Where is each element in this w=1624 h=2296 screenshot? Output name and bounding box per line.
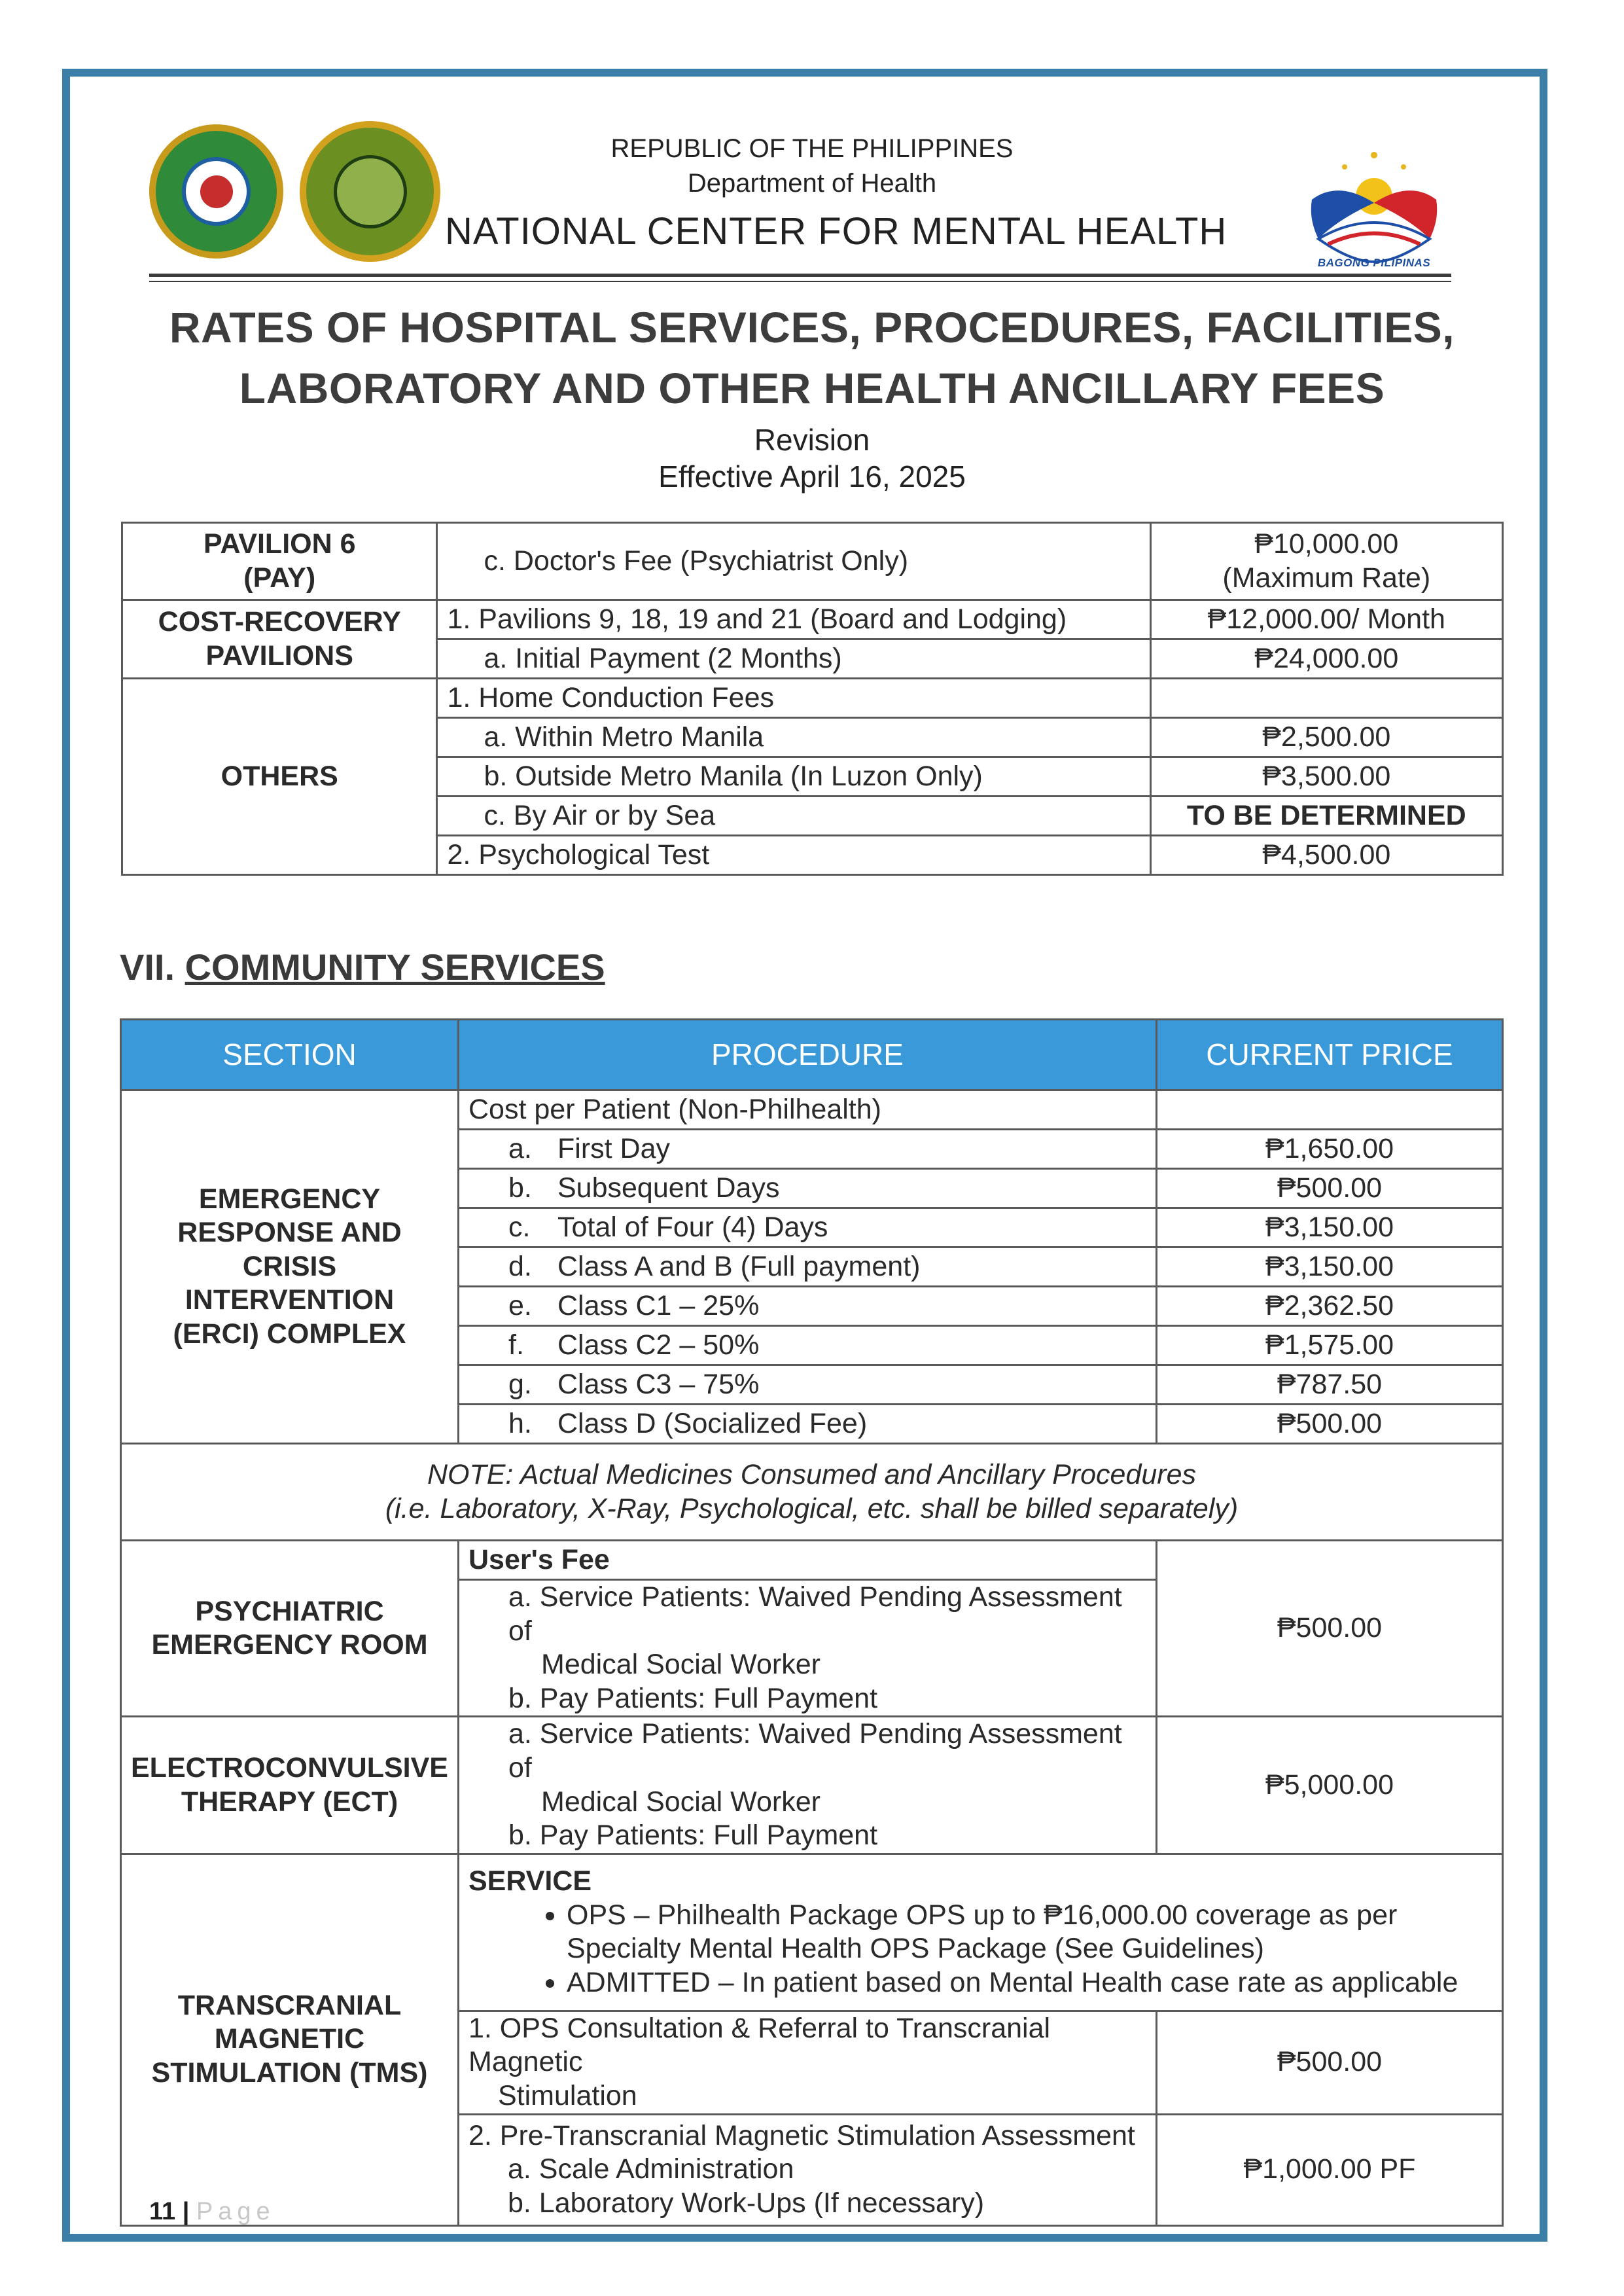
page-title-line2: LABORATORY AND OTHER HEALTH ANCILLARY FEES bbox=[239, 364, 1385, 412]
table-row bbox=[121, 1854, 1503, 2011]
item-text: b. Laboratory Work-Ups (If necessary) bbox=[508, 2187, 985, 2219]
price-cell: ₱2,362.50 bbox=[1156, 1287, 1502, 1326]
item-text: a. Service Patients: Waived Pending Assessment of bbox=[508, 1581, 1122, 1647]
procedure-cell bbox=[459, 1326, 1157, 1365]
item-text: a. Scale Administration bbox=[508, 2153, 794, 2185]
page-number: 11 bbox=[149, 2198, 176, 2225]
item-text: Medical Social Worker bbox=[541, 1785, 821, 1818]
procedure-cell: 1. Pavilions 9, 18, 19 and 21 (Board and Lodging) bbox=[437, 600, 1150, 639]
item-text: a. Service Patients: Waived Pending Assessment of bbox=[508, 1718, 1122, 1784]
price-cell: ₱500.00 bbox=[1156, 1541, 1502, 1717]
bagong-pilipinas-text: BAGONG PILIPINAS bbox=[1317, 257, 1431, 269]
effective-date: Effective April 16, 2025 bbox=[658, 459, 966, 493]
revision-label: Revision bbox=[754, 423, 870, 457]
note-line1: NOTE: Actual Medicines Consumed and Ancillary Procedures bbox=[427, 1458, 1197, 1490]
section-cell: ELECTROCONVULSIVE THERAPY (ECT) bbox=[121, 1717, 459, 1854]
item-text: Total of Four (4) Days bbox=[557, 1211, 828, 1243]
section-cell: OTHERS bbox=[122, 679, 437, 875]
table-row bbox=[121, 1717, 1503, 1854]
service-list bbox=[468, 1899, 1492, 2000]
header-republic: REPUBLIC OF THE PHILIPPINES bbox=[610, 134, 1014, 163]
procedure-cell: c. Doctor's Fee (Psychiatrist Only) bbox=[437, 523, 1150, 600]
procedure-cell bbox=[459, 1365, 1157, 1405]
community-services-heading bbox=[120, 946, 605, 988]
service-cell bbox=[459, 1854, 1503, 2011]
procedure-cell: a. Within Metro Manila bbox=[437, 718, 1150, 757]
procedure-cell: 1. Home Conduction Fees bbox=[437, 679, 1150, 718]
section-cell: PSYCHIATRIC EMERGENCY ROOM bbox=[121, 1541, 459, 1717]
table-row bbox=[122, 679, 1503, 718]
price-cell: ₱3,500.00 bbox=[1150, 757, 1502, 797]
procedure-cell bbox=[459, 1169, 1157, 1208]
price-cell: ₱500.00 bbox=[1156, 1405, 1502, 1444]
item-letter: a. bbox=[508, 1132, 532, 1164]
price-cell bbox=[1156, 1090, 1502, 1130]
procedure-cell bbox=[459, 1717, 1157, 1854]
page-title-line1: RATES OF HOSPITAL SERVICES, PROCEDURES, FACILITIES, bbox=[169, 303, 1455, 351]
item-letter: c. bbox=[508, 1211, 531, 1243]
price-cell: ₱1,575.00 bbox=[1156, 1326, 1502, 1365]
item-text: Class C2 – 50% bbox=[557, 1329, 760, 1361]
procedure-cell bbox=[459, 2011, 1157, 2114]
section-number: VII. bbox=[120, 946, 175, 988]
table-row bbox=[122, 600, 1503, 639]
item-text: Medical Social Worker bbox=[541, 1649, 821, 1681]
column-header-section: SECTION bbox=[121, 1020, 459, 1090]
procedure-cell bbox=[459, 1130, 1157, 1169]
section-cell: PAVILION 6 (PAY) bbox=[122, 523, 437, 600]
column-header-price: CURRENT PRICE bbox=[1156, 1020, 1502, 1090]
price-cell: ₱24,000.00 bbox=[1150, 639, 1502, 679]
procedure-cell bbox=[459, 1208, 1157, 1247]
item-text: First Day bbox=[557, 1132, 670, 1164]
item-text: Class A and B (Full payment) bbox=[557, 1250, 921, 1282]
item-letter: h. bbox=[508, 1407, 532, 1439]
item-text: 1. OPS Consultation & Referral to Transcranial Magnetic bbox=[468, 2012, 1051, 2078]
item-text: b. Pay Patients: Full Payment bbox=[508, 1682, 878, 1714]
item-text: Class D (Socialized Fee) bbox=[557, 1407, 868, 1439]
price-cell: ₱5,000.00 bbox=[1156, 1717, 1502, 1854]
procedure-cell: User's Fee bbox=[459, 1541, 1157, 1580]
note-row bbox=[121, 1444, 1503, 1541]
header-divider bbox=[149, 274, 1451, 277]
item-text: Class C3 – 75% bbox=[557, 1368, 760, 1400]
procedure-cell bbox=[459, 1287, 1157, 1326]
price-cell: ₱12,000.00/ Month bbox=[1150, 600, 1502, 639]
page-footer bbox=[149, 2198, 275, 2226]
community-services-table bbox=[120, 1018, 1504, 2227]
procedure-cell bbox=[459, 1405, 1157, 1444]
procedure-cell bbox=[459, 2114, 1157, 2225]
price-cell: TO BE DETERMINED bbox=[1150, 797, 1502, 836]
table-row bbox=[121, 1090, 1503, 1130]
price-cell: ₱787.50 bbox=[1156, 1365, 1502, 1405]
procedure-cell: 2. Psychological Test bbox=[437, 836, 1150, 875]
price-cell: ₱1,650.00 bbox=[1156, 1130, 1502, 1169]
table-row bbox=[121, 1541, 1503, 1580]
item-letter: b. bbox=[508, 1172, 532, 1204]
note-line2: (i.e. Laboratory, X-Ray, Psychological, etc. shall be billed separately) bbox=[385, 1492, 1239, 1524]
price-cell: ₱10,000.00 (Maximum Rate) bbox=[1150, 523, 1502, 600]
price-cell: ₱500.00 bbox=[1156, 2011, 1502, 2114]
item-letter: g. bbox=[508, 1368, 532, 1400]
item-text: Subsequent Days bbox=[557, 1172, 780, 1204]
procedure-cell: b. Outside Metro Manila (In Luzon Only) bbox=[437, 757, 1150, 797]
price-cell: ₱4,500.00 bbox=[1150, 836, 1502, 875]
section-title: COMMUNITY SERVICES bbox=[185, 946, 605, 988]
item-letter: d. bbox=[508, 1250, 532, 1282]
procedure-cell: a. Initial Payment (2 Months) bbox=[437, 639, 1150, 679]
column-header-procedure: PROCEDURE bbox=[459, 1020, 1157, 1090]
item-letter: f. bbox=[508, 1329, 524, 1361]
table-row bbox=[122, 523, 1503, 600]
procedure-cell: c. By Air or by Sea bbox=[437, 797, 1150, 836]
note-cell bbox=[121, 1444, 1503, 1541]
header-divider-thin bbox=[149, 281, 1451, 282]
item-text: Stimulation bbox=[498, 2079, 637, 2111]
header-ncmh: NATIONAL CENTER FOR MENTAL HEALTH bbox=[445, 210, 1227, 253]
procedure-cell bbox=[459, 1580, 1157, 1717]
list-item: • ADMITTED – In patient based on Mental Health case rate as applicable bbox=[567, 1966, 1492, 2000]
section-cell: EMERGENCY RESPONSE AND CRISIS INTERVENTION (ERCI) COMPLEX bbox=[121, 1090, 459, 1444]
section-cell: TRANSCRANIAL MAGNETIC STIMULATION (TMS) bbox=[121, 1854, 459, 2225]
list-item: • OPS – Philhealth Package OPS up to ₱16,000.00 coverage as per Specialty Mental Health OPS Package (See Guidelines) bbox=[567, 1899, 1492, 1966]
item-text: b. Pay Patients: Full Payment bbox=[508, 1820, 878, 1852]
section-cell: COST-RECOVERY PAVILIONS bbox=[122, 600, 437, 679]
price-cell: ₱2,500.00 bbox=[1150, 718, 1502, 757]
price-cell: ₱1,000.00 PF bbox=[1156, 2114, 1502, 2225]
procedure-cell bbox=[459, 1247, 1157, 1287]
price-cell: ₱3,150.00 bbox=[1156, 1247, 1502, 1287]
item-text: 2. Pre-Transcranial Magnetic Stimulation Assessment bbox=[468, 2119, 1135, 2151]
rates-table-continued bbox=[121, 522, 1504, 876]
service-label: SERVICE bbox=[468, 1865, 591, 1897]
header-department: Department of Health bbox=[687, 169, 937, 198]
item-text: Class C1 – 25% bbox=[557, 1289, 760, 1321]
procedure-cell: Cost per Patient (Non-Philhealth) bbox=[459, 1090, 1157, 1130]
item-letter: e. bbox=[508, 1289, 532, 1321]
price-cell bbox=[1150, 679, 1502, 718]
page-separator: | bbox=[182, 2198, 190, 2225]
table-header-row bbox=[121, 1020, 1503, 1090]
price-cell: ₱3,150.00 bbox=[1156, 1208, 1502, 1247]
page-word: Page bbox=[196, 2198, 275, 2225]
price-cell: ₱500.00 bbox=[1156, 1169, 1502, 1208]
